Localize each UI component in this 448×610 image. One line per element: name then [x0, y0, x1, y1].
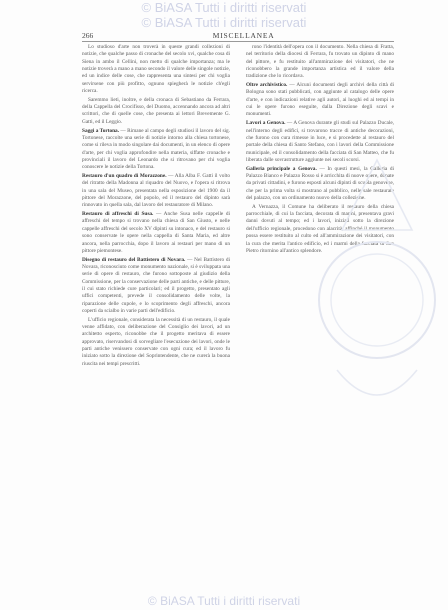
paragraph	[246, 120, 394, 164]
running-head	[82, 31, 394, 42]
paragraph	[82, 257, 230, 316]
watermark-footer	[0, 594, 448, 608]
paragraph	[82, 44, 230, 95]
section-heading: Disegno di restauro del Battistero di Novara.	[82, 256, 186, 263]
paragraph	[246, 82, 394, 119]
section-heading: Lavori a Genova.	[246, 120, 286, 127]
footer-line-1: © BiASA Tutti i diritti riservati	[147, 593, 301, 608]
paragraph-text: rono l'identità dell'opera con il documento. Nella chiesa di Fratta, nel territorio della diocesi di Ferrara, fu trovato un dipinto di mano del pittore, e fu restituito all'ammirazione dei visitatori, che ne riconobbero la grande importanza artistica ed il valore della tradizione che lo ricordava.	[246, 44, 394, 80]
paragraph	[82, 97, 230, 126]
banner-line-2: © BiASA Tutti i diritti riservati	[141, 14, 307, 30]
paragraph-text: — Nel Battistero di Novara, riconosciuto come monumento nazionale, si è sviluppata una serie di opere di restauro, che furono sottoposte al giudizio della Commissione, per la conservazione delle parti antiche, e delle pitture, il cui stato richiede cure particolari; ed il progetto, presentato agli uffici competenti, prevede il consolidamento delle volte, la riparazione delle cupole, e lo scoprimento degli affreschi, ancora coperti da scialbo in varie parti dell'edificio.	[82, 256, 230, 314]
paragraph-text: A Vernazza, il Comune ha deliberato il restauro della chiesa parrocchiale, di cui la facciata, decorata di marmi, presentava gravi danni dovuti al tempo; ed i lavori, iniziati sotto la direzione dell'ufficio regionale, procedono con alacrità, affinché il monumento possa essere restituito al culto ed all'ammirazione dei visitatori, con la cura che merita l'antico edificio, ed i marmi della facciata di San Pietro ritornino all'antico splendore.	[246, 203, 394, 254]
watermark-banner	[0, 0, 448, 30]
section-heading: Oltre archivistico.	[246, 82, 288, 89]
section-heading: Restauro d'un quadro di Morazzone.	[82, 173, 167, 180]
banner-line-1: © BiASA Tutti i diritti riservati	[141, 0, 307, 15]
paragraph-text: — Rimane al campo degli studiosi il lavoro del sig. Tortonese, raccolte una serie di notizie intorno alla chiesa tortonese, come si rileva in modo singolare dai documenti, in un elenco di opere d'arte, per chi voglia approfondire nella materia, siffatte cronache e provinciali il lavoro del Leonardo che si ritrovano per chi voglia conoscere le notizie della Tortona.	[82, 127, 230, 171]
section-heading: Galleria principale a Genova.	[246, 165, 317, 172]
paragraph-text: Lo studioso d'arte non troverà in queste grandi collezioni di notizie, che qualche passo di cronache del secolo xvi, qualche cosa di Siena in ambo il Cellini, non metto di qualche importanza; ma le notizie troverà a mano a mano secondo il valore delle singole notizie, ed un indice delle cose, che rappresenta una sintesi per chi voglia servirsene con più profitto, ognuno spiegherà le notizie ch'egli ricerca.	[82, 44, 230, 95]
right-column	[246, 44, 394, 257]
paragraph	[246, 44, 394, 81]
paragraph-text: — Alcuni documenti degli archivi della città di Bologna sono stati pubblicati, con aggiunte al catalogo delle opere d'arte, e con indicazioni relative agli autori, ai luoghi ed ai tempi in cui le opere furono eseguite, dalla Direzione degli scavi e monumenti.	[246, 82, 394, 118]
section-heading: Saggi a Tortona.	[82, 127, 120, 134]
paragraph-text: — A Genova durante gli studi sul Palazzo Ducale, nell'interno degli edifici, si trovarono tracce di antiche decorazioni, che furono con cura rimesse in luce, e si procedette al restauro del portale della chiesa di Santo Stefano, con i lavori della Commissione municipale, ed il consolidamento della facciata di San Matteo, che fu liberata dalle sovrastrutture aggiunte nei secoli scorsi.	[246, 120, 394, 163]
paragraph	[82, 317, 230, 368]
paragraph-text: — Alla Alba F. Gatti il volto del ritratto della Madonna al riquadro del Nuovo, e l'opera si ritrova in una sala del Museo, presentata nella esposizione del 1900 da il pittore del Morazzone, del popolo, ed il restauro del dipinto sarà rinnovato in quella sala, dal lavoro del restauratore di Milano.	[82, 173, 230, 209]
paragraph	[246, 204, 394, 255]
section-heading: Restauro di affreschi di Susa.	[82, 211, 154, 218]
paragraph-text: L'ufficio regionale, considerata la necessità di un restauro, il quale venne affidato, con deliberazione del Consiglio dei lavori, ad un architetto esperto, riconobbe che il progetto meritava di essere approvato, riservandosi di sorvegliare l'esecuzione dei lavori, onde le parti antiche venissero conservate con ogni cura; ed il lavoro fu iniziato sotto la direzione del Soprintendente, che ne curerà la buona riuscita nei tempi prescritti.	[82, 316, 230, 367]
paragraph-text: — In questi mesi, la Galleria di Palazzo Bianco e Palazzo Rosso si è arricchita di nuove opere, donate da privati cittadini, e furono esposti alcuni dipinti di scuola genovese, che per la prima volta si mostrano al pubblico, nelle sale restaurate del palazzo, con un ordinamento nuovo della collezione.	[246, 165, 395, 202]
paragraph	[82, 128, 230, 172]
paragraph	[82, 173, 230, 210]
left-column	[82, 44, 230, 370]
paragraph	[246, 166, 394, 203]
running-head-title: MISCELLANEA	[212, 31, 275, 40]
paragraph	[82, 211, 230, 255]
page-number: 266	[82, 31, 94, 40]
paragraph-text: — Anche Susa nelle cappelle di affreschi del tempo si trovano nella chiesa di San Giusto, e nelle cappelle affreschi del secolo XV dipinti su intonaco, e del restauro si sono conservate le opere nella cappella di Santa Maria, ed altre ancora, nella parrocchia, dopo il lavoro ai restauri per mano di un pittore piemontese.	[82, 211, 231, 254]
paragraph-text: Saremmo lieti, inoltre, e della cronaca di Sebastiano da Ferrara, della Cappella del Crocifisso, del Duomo, accennando ancora ad altri scrittori, che di quelle cose, che presenta ai lettori Brevemente G. Gatti, ed il Leggio.	[82, 96, 230, 125]
